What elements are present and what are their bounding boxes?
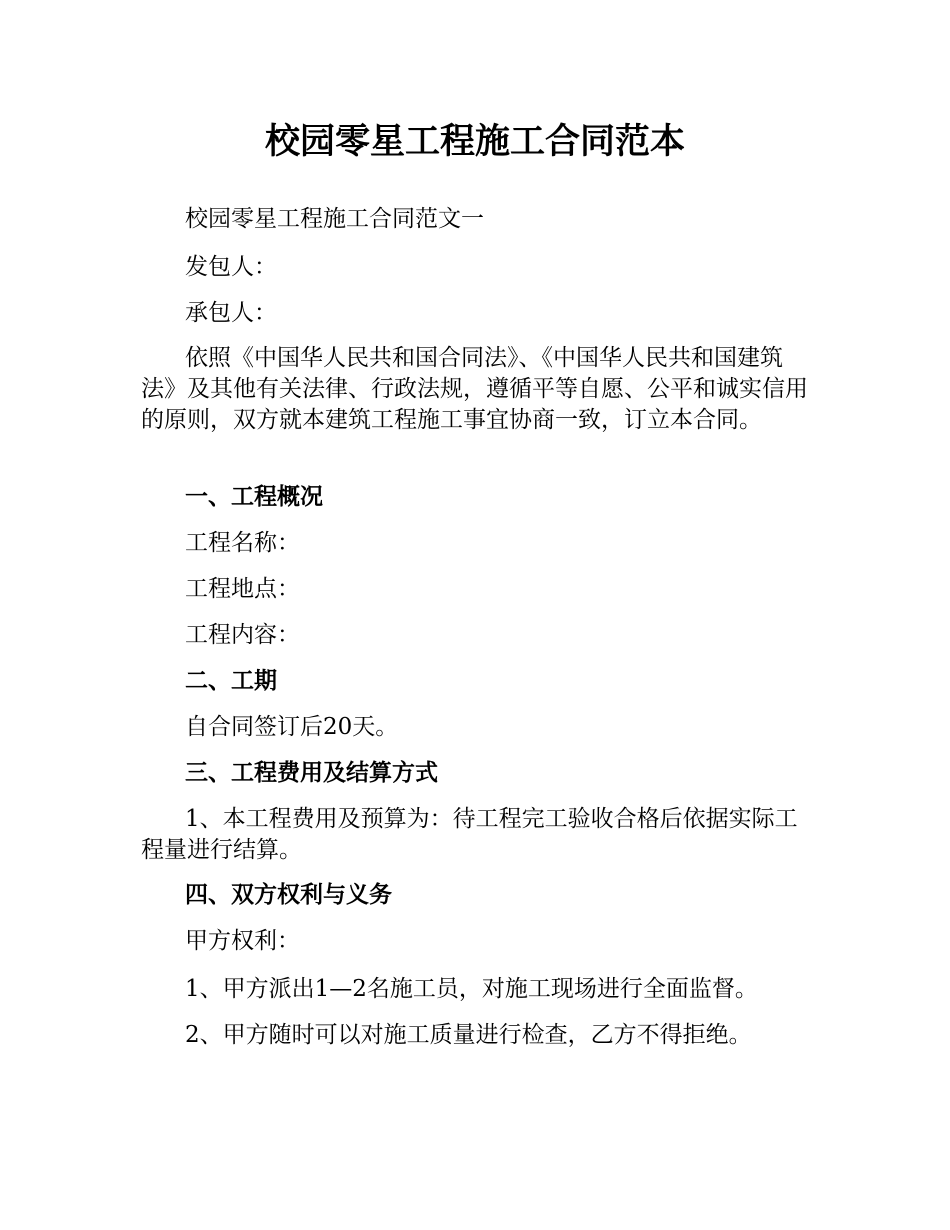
section-4-heading: 四、双方权利与义务 (185, 882, 392, 908)
document-title: 校园零星工程施工合同范本 (264, 122, 685, 162)
preamble-paragraph: 依照《中国华人民共和国合同法》、《中国华人民共和国建筑法》及其他有关法律、行政法规，遵循平等自愿、公平和诚实信用的原则，双方就本建筑工程施工事宜协商一致，订立本合同。 (141, 345, 808, 433)
section-1-heading: 一、工程概况 (185, 484, 323, 510)
project-name-label: 工程名称： (185, 530, 300, 556)
project-location-label: 工程地点： (185, 576, 300, 602)
section-3-heading: 三、工程费用及结算方式 (185, 760, 438, 786)
rights-item-1: 1、甲方派出1—2名施工员，对施工现场进行全面监督。 (185, 976, 758, 1002)
cost-settlement-text: 1、本工程费用及预算为：待工程完工验收合格后依据实际工程量进行结算。 (141, 806, 798, 863)
section-2-heading: 二、工期 (185, 668, 277, 694)
party-a-rights-label: 甲方权利： (185, 928, 300, 954)
subtitle: 校园零星工程施工合同范文一 (185, 206, 484, 232)
project-content-label: 工程内容： (185, 622, 300, 648)
rights-item-2: 2、甲方随时可以对施工质量进行检查，乙方不得拒绝。 (185, 1022, 752, 1048)
duration-text: 自合同签订后20天。 (185, 714, 399, 740)
party-a-label: 发包人： (185, 254, 277, 280)
party-b-label: 承包人： (185, 300, 277, 326)
